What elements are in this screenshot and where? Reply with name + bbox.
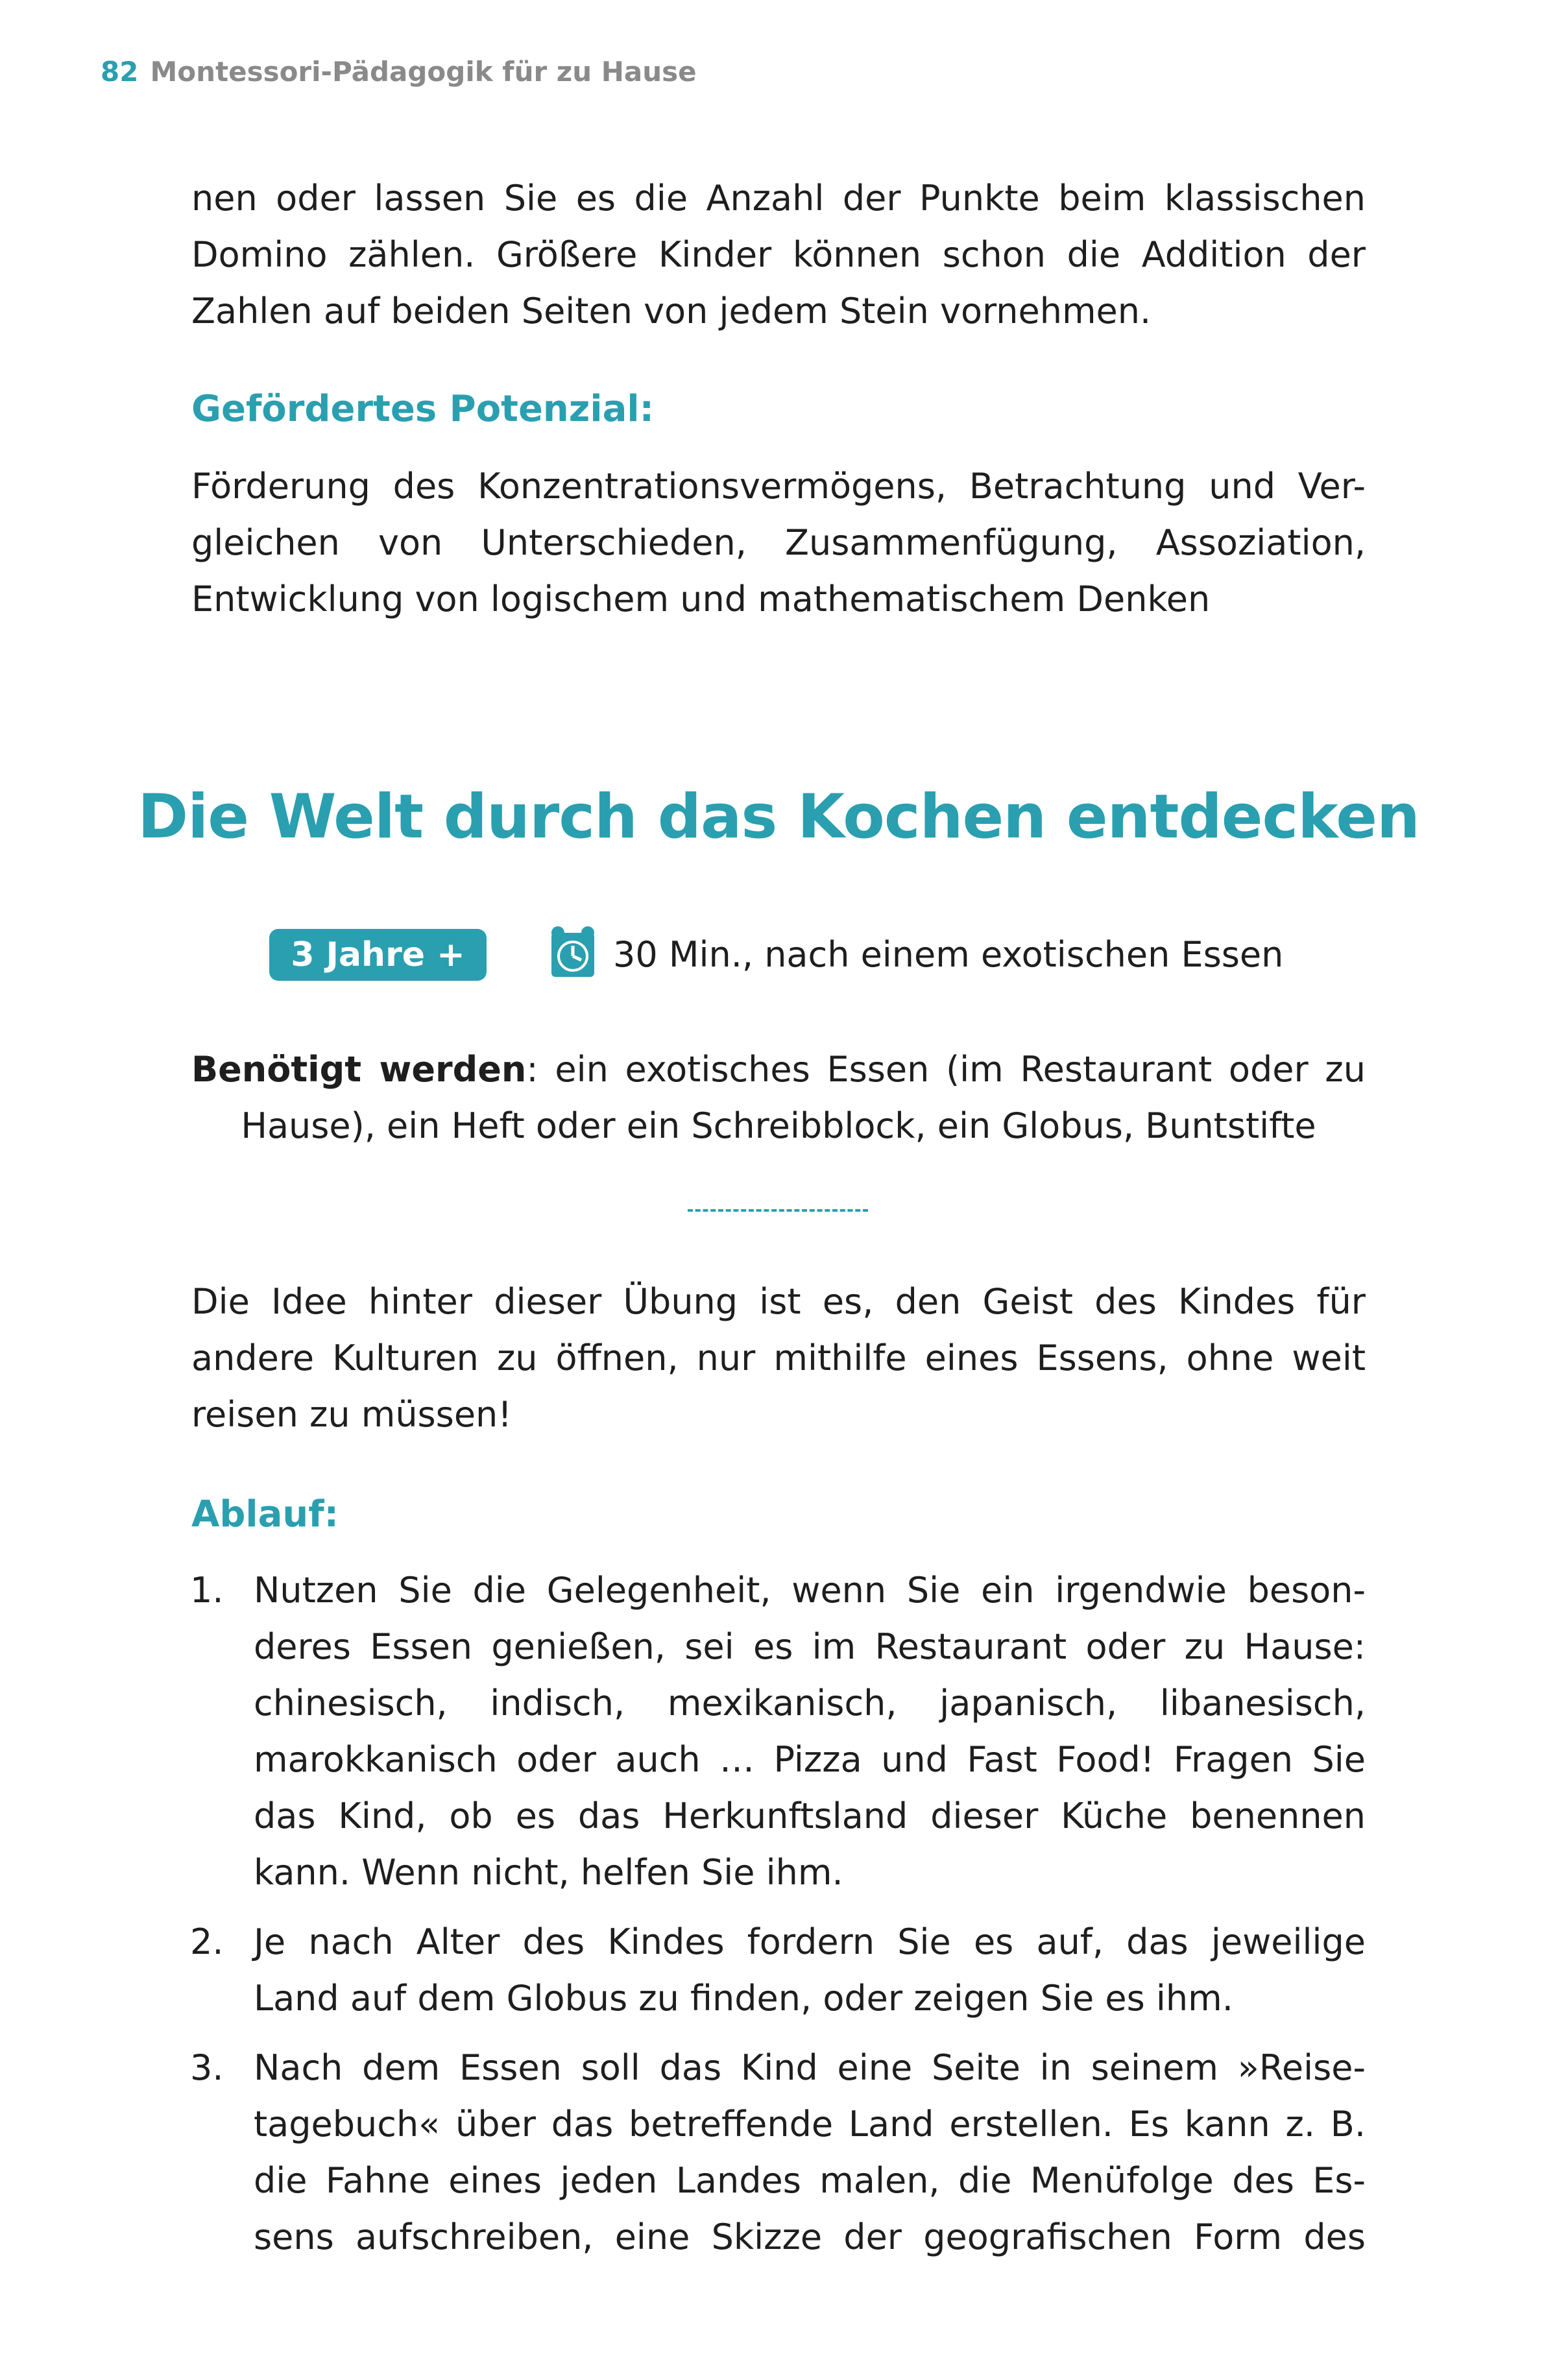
text-line: Domino zählen. Größere Kinder können schon die Addition der — [191, 234, 1366, 275]
intro-paragraph — [191, 170, 1366, 339]
text-line: andere Kulturen zu öffnen, nur mithilfe eines Essens, ohne weit — [191, 1338, 1366, 1378]
list-item — [190, 2039, 1366, 2265]
divider — [688, 1209, 868, 1212]
text-line: Land auf dem Globus zu finden, oder zeigen Sie es ihm. — [254, 1978, 1233, 2019]
text-line: deres Essen genießen, sei es im Restaurant oder zu Hause: — [254, 1626, 1366, 1667]
procedure-list — [190, 1562, 1366, 2278]
text-line: Die Idee hinter dieser Übung ist es, den Geist des Kindes für — [191, 1281, 1366, 1322]
clock-icon — [549, 926, 597, 980]
text-line: tagebuch« über das betreffende Land erstellen. Es kann z. B. — [254, 2104, 1366, 2145]
materials-line: Hause), ein Heft oder ein Schreibblock, ein Globus, Buntstifte — [241, 1105, 1316, 1146]
text-line: Förderung des Konzentrationsvermögens, Betrachtung und Ver- — [191, 466, 1366, 507]
text-line: chinesisch, indisch, mexikanisch, japanisch, libanesisch, — [254, 1683, 1366, 1724]
step-number: 2. — [190, 1921, 224, 1962]
running-header — [101, 56, 697, 88]
age-badge: 3 Jahre + — [269, 929, 487, 981]
section-title: Die Welt durch das Kochen entdecken — [138, 782, 1419, 852]
text-line: nen oder lassen Sie es die Anzahl der Punkte beim klassischen — [191, 178, 1366, 219]
text-line: Nach dem Essen soll das Kind eine Seite in seinem »Reise- — [254, 2047, 1366, 2088]
text-line: sens aufschreiben, eine Skizze der geografischen Form des — [254, 2217, 1366, 2257]
text-line: kann. Wenn nicht, helfen Sie ihm. — [254, 1852, 843, 1893]
text-line: gleichen von Unterschieden, Zusammenfügung, Assoziation, — [191, 522, 1366, 563]
text-line: das Kind, ob es das Herkunftsland dieser Küche benennen — [254, 1796, 1366, 1836]
book-title: Montessori-Pädagogik für zu Hause — [150, 56, 697, 88]
text-line: reisen zu müssen! — [191, 1394, 512, 1435]
potential-heading: Gefördertes Potenzial: — [191, 388, 654, 430]
materials-line: : ein exotisches Essen (im Restaurant oder zu — [526, 1049, 1366, 1090]
page-number: 82 — [101, 56, 139, 88]
text-line: die Fahne eines jeden Landes malen, die Menüfolge des Es- — [254, 2160, 1366, 2201]
potential-paragraph — [191, 458, 1366, 627]
text-line: Zahlen auf beiden Seiten von jedem Stein vornehmen. — [191, 291, 1152, 331]
procedure-heading: Ablauf: — [191, 1493, 339, 1535]
list-item — [190, 1914, 1366, 2026]
step-number: 3. — [190, 2047, 224, 2088]
materials — [191, 1041, 1366, 1154]
text-line: marokkanisch oder auch … Pizza und Fast Food! Fragen Sie — [254, 1739, 1366, 1780]
text-line: Nutzen Sie die Gelegenheit, wenn Sie ein irgendwie beson- — [254, 1570, 1366, 1611]
list-item — [190, 1562, 1366, 1901]
text-line: Entwicklung von logischem und mathematischem Denken — [191, 579, 1211, 619]
section-intro — [191, 1273, 1366, 1443]
materials-label: Benötigt werden — [191, 1049, 527, 1090]
text-line: Je nach Alter des Kindes fordern Sie es auf, das jeweilige — [254, 1921, 1366, 1962]
duration-text: 30 Min., nach einem exotischen Essen — [613, 934, 1284, 975]
step-number: 1. — [190, 1570, 224, 1611]
